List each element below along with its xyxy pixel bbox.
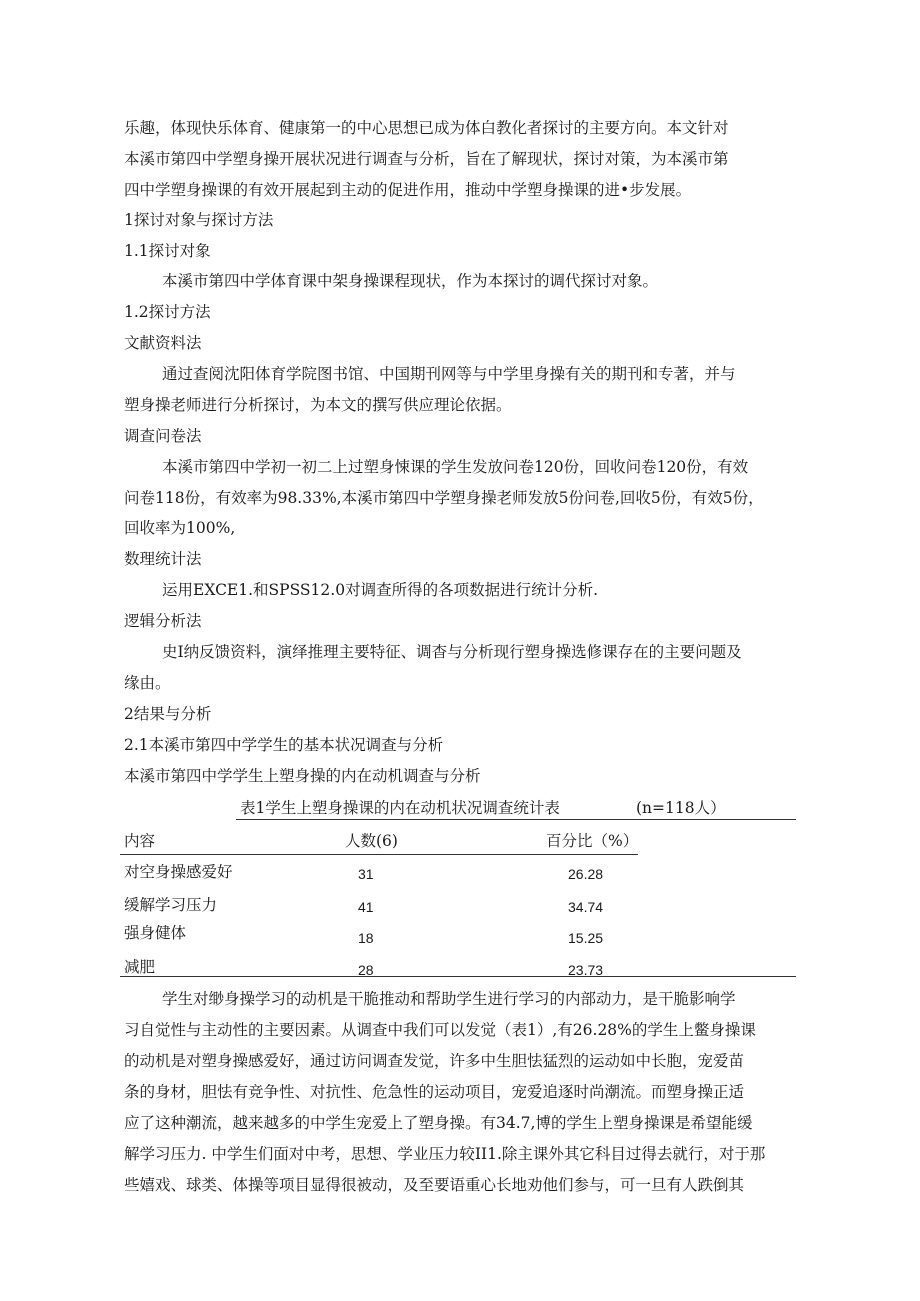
text-line: 乐趣，体现快乐体育、健康第一的中心思想已成为体白教化者探讨的主要方向。本文针对 xyxy=(124,119,729,137)
table-cell-count: 18 xyxy=(358,930,374,946)
text-line: 学生对缈身操学习的动机是干脆推动和帮助学生进行学习的内部动力，是干脆影响学 xyxy=(162,990,736,1008)
table-sample-size: (n=118人） xyxy=(636,799,726,817)
table-cell-count: 41 xyxy=(358,899,374,915)
table-header-content: 内容 xyxy=(124,832,156,850)
table-header-percent: 百分比（%） xyxy=(546,832,639,850)
text-line: 应了这种潮流，越来越多的中学生宠爱上了塑身操。有34.7,博的学生上塑身操课是希望能缓 xyxy=(124,1114,753,1132)
text-line: 回收率为100%, xyxy=(124,519,236,537)
table-cell-content: 减肥 xyxy=(124,958,156,976)
text-line: 本溪市第四中学初一初二上过塑身悚课的学生发放问卷120份，回收问卷120份，有效 xyxy=(162,458,749,476)
text-line: 本溪市第四中学体育课中架身操课程现状，作为本探讨的调代探讨对象。 xyxy=(162,272,659,290)
text-line: 习自觉性与主动性的主要因素。从调查中我们可以发觉（表1）,有26.28%的学生上鳖身操课 xyxy=(124,1021,756,1039)
table-cell-content: 缓解学习压力 xyxy=(124,896,218,914)
section-heading: 1探讨对象与探讨方法 xyxy=(124,211,274,229)
table-cell-percent: 15.25 xyxy=(568,930,604,946)
subsection-heading: 本溪市第四中学学生上塑身操的内在动机调查与分析 xyxy=(124,767,481,785)
table-caption: 表1学生上塑身操课的内在动机状况调查统计表 xyxy=(240,799,560,817)
table-cell-count: 28 xyxy=(358,962,374,978)
text-line: 四中学塑身操课的有效开展起到主动的促进作用，推动中学塑身操课的进•步发展。 xyxy=(124,181,692,199)
table-bottom-rule xyxy=(120,976,796,977)
text-line: 史I纳反馈资料，演绎推理主要特征、调杳与分析现行塑身操选修课存在的主要问题及 xyxy=(162,643,742,661)
text-line: 解学习压力. 中学生们面对中考，思想、学业压力较II1.除主课外其它科目过得去就行，对于那 xyxy=(124,1145,766,1163)
section-heading: 2结果与分析 xyxy=(124,705,212,723)
table-cell-count: 31 xyxy=(358,866,374,882)
table-header-rule xyxy=(120,854,638,855)
subsection-heading: 1.1探讨对象 xyxy=(124,242,211,260)
method-heading: 调查问卷法 xyxy=(124,427,202,445)
table-cell-percent: 34.74 xyxy=(568,899,604,915)
method-heading: 数理统计法 xyxy=(124,550,202,568)
table-top-rule xyxy=(236,819,796,820)
subsection-heading: 1.2探讨方法 xyxy=(124,303,211,321)
text-line: 些嬉戏、球类、体操等项目显得很被动，及至要语重心长地劝他们参与，可一旦有人跌倒其 xyxy=(124,1176,745,1194)
table-cell-percent: 23.73 xyxy=(568,962,604,978)
text-line: 本溪市第四中学塑身操开展状况进行调查与分析，旨在了解现状，探讨对策，为本溪市第 xyxy=(124,150,729,168)
table-cell-content: 强身健体 xyxy=(124,924,187,942)
table-cell-content: 对空身操感爱好 xyxy=(124,863,233,881)
method-heading: 逻辑分析法 xyxy=(124,612,202,630)
text-line: 通过查阅沈阳体育学院图书馆、中国期刊网等与中学里身操有关的期刊和专著，并与 xyxy=(162,365,736,383)
text-line: 问卷118份，有效率为98.33%,本溪市第四中学塑身操老师发放5份问卷,回收5份，有效5份， xyxy=(124,489,764,507)
table-header-count: 人数(6) xyxy=(345,832,398,850)
text-line: 的动机是对塑身操感爱好，通过访问调查发觉，许多中生胆怯猛烈的运动如中长胞，宠爱苗 xyxy=(124,1052,745,1070)
text-line: 条的身材，胆怯有竞争性、对抗性、危急性的运动项目，宠爱追逐时尚潮流。而塑身操正适 xyxy=(124,1083,745,1101)
text-line: 运用EXCE1.和SPSS12.0对调查所得的各项数据进行统计分析. xyxy=(162,581,598,599)
method-heading: 文献资料法 xyxy=(124,334,202,352)
text-line: 缘由。 xyxy=(124,674,171,692)
text-line: 塑身操老师进行分析探讨，为本文的撰写供应理论依据。 xyxy=(124,396,512,414)
table-cell-percent: 26.28 xyxy=(568,866,604,882)
subsection-heading: 2.1本溪市第四中学学生的基本状况调查与分析 xyxy=(124,736,444,754)
